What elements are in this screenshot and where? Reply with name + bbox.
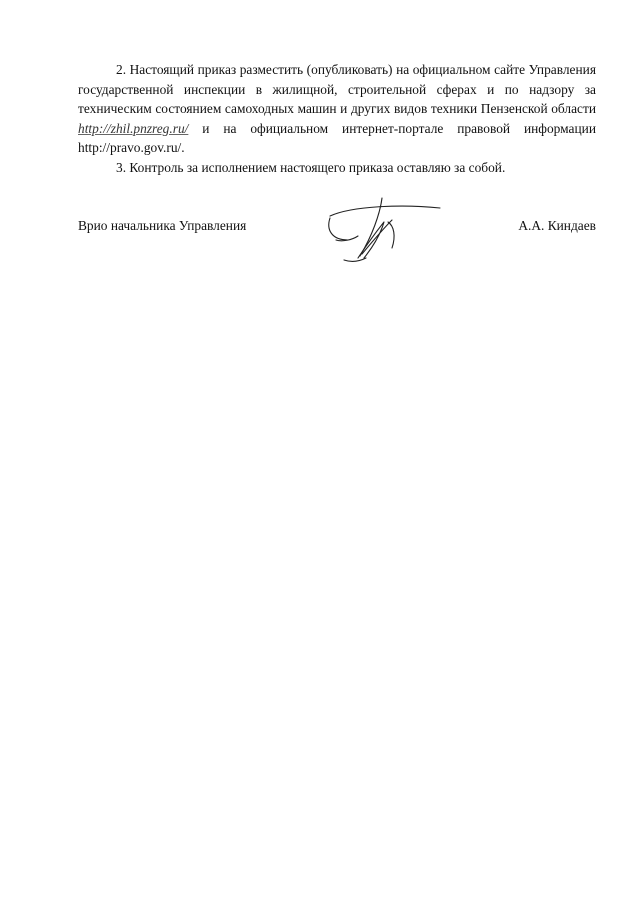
paragraph-2-text: 2. Настоящий приказ разместить (опубликовать) на официальном сайте Управления государственной инспекции в жилищной, строительной сферах и по надзору за техническим состоянием самоходных машин и других видов техники Пензенской области [78,62,596,116]
signatory-title: Врио начальника Управления [78,218,247,233]
handwritten-signature [322,196,452,266]
site-link[interactable]: http://zhil.pnzreg.ru/ [78,120,189,136]
paragraph-3: 3. Контроль за исполнением настоящего приказа оставляю за собой. [116,159,506,175]
signature-block [78,214,596,274]
signatory-name: А.А. Киндаев [518,218,596,233]
document-body [78,60,596,177]
paragraph-2-text-end: и на официальном интернет-портале правовой информации http://pravo.gov.ru/. [78,120,596,155]
paragraph-2 [78,60,596,158]
